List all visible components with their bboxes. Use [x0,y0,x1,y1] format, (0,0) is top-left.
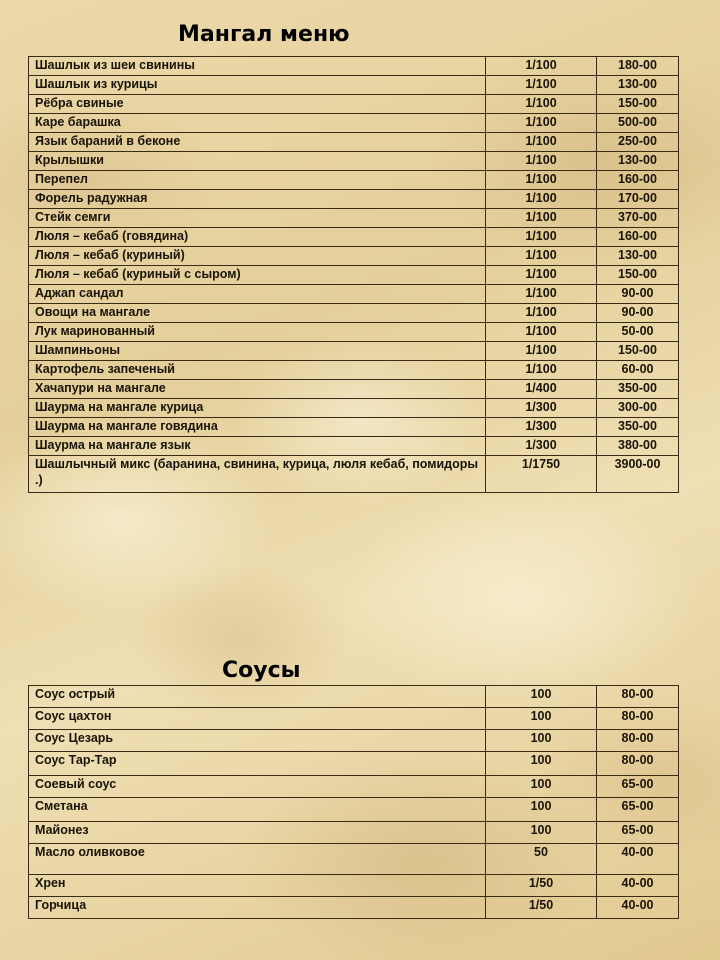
item-price: 50-00 [597,323,679,342]
item-portion: 1/100 [486,342,597,361]
item-portion: 100 [486,708,597,730]
item-price: 350-00 [597,418,679,437]
item-name: Соус острый [29,686,486,708]
item-portion: 1/100 [486,361,597,380]
item-price: 130-00 [597,152,679,171]
item-portion: 100 [486,686,597,708]
item-portion: 1/100 [486,57,597,76]
menu-row [29,844,679,875]
item-name: Сметана [29,798,486,822]
item-price: 180-00 [597,57,679,76]
menu-row [29,399,679,418]
item-portion: 1/100 [486,247,597,266]
menu-row [29,171,679,190]
menu-row [29,228,679,247]
item-price: 130-00 [597,76,679,95]
item-price: 80-00 [597,730,679,752]
menu-row [29,822,679,844]
item-name: Соус цахтон [29,708,486,730]
item-name: Форель радужная [29,190,486,209]
item-name: Люля – кебаб (куриный с сыром) [29,266,486,285]
item-price: 150-00 [597,342,679,361]
item-name: Картофель запеченый [29,361,486,380]
item-portion: 50 [486,844,597,875]
item-name: Люля – кебаб (говядина) [29,228,486,247]
item-name: Соус Цезарь [29,730,486,752]
item-portion: 1/100 [486,152,597,171]
menu-row [29,897,679,919]
item-portion: 100 [486,752,597,776]
menu-row [29,437,679,456]
menu-row [29,418,679,437]
item-price: 90-00 [597,304,679,323]
item-name: Стейк семги [29,209,486,228]
menu-row [29,209,679,228]
item-name: Каре барашка [29,114,486,133]
item-portion: 1/100 [486,190,597,209]
item-name: Лук маринованный [29,323,486,342]
menu-row [29,285,679,304]
item-name: Шаурма на мангале говядина [29,418,486,437]
item-name: Соевый соус [29,776,486,798]
item-price: 500-00 [597,114,679,133]
item-price: 80-00 [597,686,679,708]
menu-row [29,342,679,361]
item-portion: 1/100 [486,209,597,228]
item-portion: 1/100 [486,133,597,152]
item-price: 380-00 [597,437,679,456]
item-price: 350-00 [597,380,679,399]
item-name: Масло оливковое [29,844,486,875]
sauces-title: Соусы [222,658,301,683]
item-price: 40-00 [597,897,679,919]
item-portion: 1/100 [486,76,597,95]
item-price: 40-00 [597,875,679,897]
item-name: Аджап сандал [29,285,486,304]
menu-row [29,752,679,776]
item-portion: 100 [486,822,597,844]
item-portion: 1/1750 [486,456,597,493]
sauces-table [28,685,679,919]
item-name: Горчица [29,897,486,919]
menu-row [29,133,679,152]
menu-row [29,114,679,133]
menu-row [29,152,679,171]
item-portion: 1/50 [486,875,597,897]
item-name: Шаурма на мангале курица [29,399,486,418]
item-portion: 1/100 [486,285,597,304]
item-name: Перепел [29,171,486,190]
item-price: 250-00 [597,133,679,152]
item-name: Шашлык из курицы [29,76,486,95]
menu-row [29,323,679,342]
grill-menu-table [28,56,679,493]
item-name: Шаурма на мангале язык [29,437,486,456]
item-name: Язык бараний в беконе [29,133,486,152]
menu-row [29,361,679,380]
menu-row [29,266,679,285]
item-price: 90-00 [597,285,679,304]
item-price: 150-00 [597,95,679,114]
menu-row [29,730,679,752]
menu-row [29,708,679,730]
item-portion: 1/100 [486,171,597,190]
item-portion: 1/100 [486,266,597,285]
item-price: 80-00 [597,752,679,776]
menu-row [29,686,679,708]
item-price: 130-00 [597,247,679,266]
item-portion: 1/100 [486,323,597,342]
item-portion: 1/100 [486,114,597,133]
item-name: Люля – кебаб (куриный) [29,247,486,266]
item-portion: 100 [486,776,597,798]
menu-row [29,456,679,493]
grill-menu-title: Мангал меню [178,22,350,47]
item-portion: 1/300 [486,418,597,437]
item-portion: 1/400 [486,380,597,399]
item-portion: 1/100 [486,95,597,114]
item-portion: 1/100 [486,228,597,247]
item-name: Соус Тар-Тар [29,752,486,776]
menu-row [29,190,679,209]
item-portion: 1/50 [486,897,597,919]
item-price: 65-00 [597,798,679,822]
item-price: 65-00 [597,822,679,844]
menu-row [29,304,679,323]
item-name: Шампиньоны [29,342,486,361]
menu-row [29,57,679,76]
item-price: 170-00 [597,190,679,209]
item-name: Шашлык из шеи свинины [29,57,486,76]
item-portion: 1/100 [486,304,597,323]
menu-row [29,380,679,399]
item-name: Хрен [29,875,486,897]
item-price: 370-00 [597,209,679,228]
item-price: 300-00 [597,399,679,418]
item-name: Шашлычный микс (баранина, свинина, курица, люля кебаб, помидоры .) [29,456,486,493]
item-portion: 1/300 [486,437,597,456]
menu-row [29,95,679,114]
item-price: 160-00 [597,228,679,247]
menu-row [29,875,679,897]
item-portion: 100 [486,798,597,822]
item-price: 65-00 [597,776,679,798]
menu-row [29,798,679,822]
item-portion: 1/300 [486,399,597,418]
item-price: 40-00 [597,844,679,875]
item-name: Рёбра свиные [29,95,486,114]
item-price: 160-00 [597,171,679,190]
item-name: Майонез [29,822,486,844]
menu-row [29,247,679,266]
item-name: Овощи на мангале [29,304,486,323]
item-price: 150-00 [597,266,679,285]
item-name: Хачапури на мангале [29,380,486,399]
item-name: Крылышки [29,152,486,171]
menu-row [29,776,679,798]
item-portion: 100 [486,730,597,752]
item-price: 3900-00 [597,456,679,493]
item-price: 60-00 [597,361,679,380]
menu-row [29,76,679,95]
item-price: 80-00 [597,708,679,730]
